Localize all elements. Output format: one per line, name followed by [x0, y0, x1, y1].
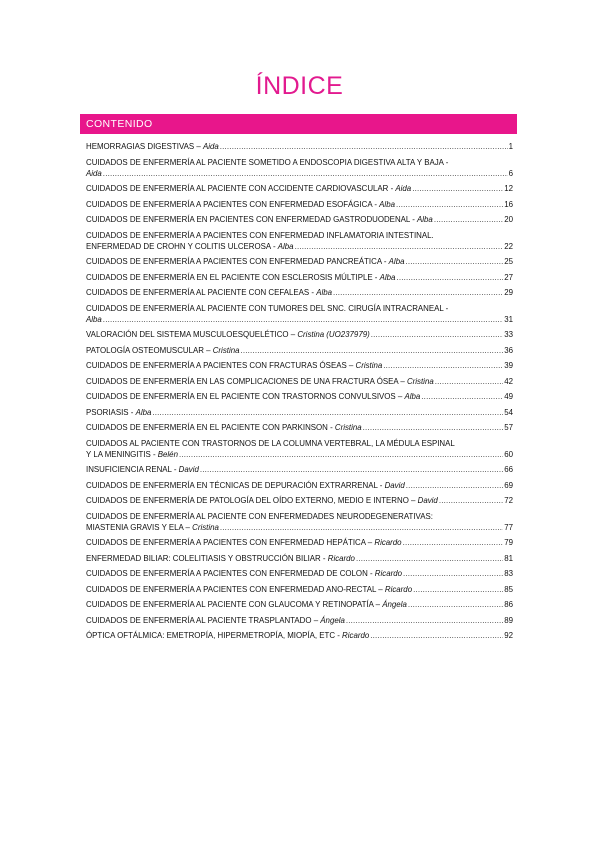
- toc-entry-row: [86, 214, 513, 225]
- toc-entry-separator: -: [320, 553, 328, 563]
- toc-entry-title: VALORACIÓN DEL SISTEMA MUSCULOESQUELÉTICO: [86, 330, 289, 339]
- toc-entry-title-line: CUIDADOS DE ENFERMERÍA AL PACIENTE CON TUMORES DEL SNC. CIRUGÍA INTRACRANEAL -: [86, 303, 449, 313]
- toc-entry-text: [86, 272, 395, 283]
- toc-entry-separator: -: [171, 465, 179, 474]
- toc-entry-page-number: 79: [504, 538, 513, 547]
- dot-leader: [383, 360, 503, 371]
- dot-leader: [220, 522, 503, 533]
- dot-leader: [346, 615, 503, 626]
- toc-entry-author: Cristina: [406, 376, 434, 386]
- toc-entry-row: [86, 168, 513, 179]
- toc-entry[interactable]: [80, 480, 517, 491]
- dot-leader: [179, 449, 503, 460]
- toc-entry-title: ÓPTICA OFTÁLMICA: EMETROPÍA, HIPERMETROPÍA, MIOPÍA, ETC: [86, 631, 336, 640]
- toc-entry-text: [86, 537, 402, 548]
- dot-leader: [405, 256, 503, 267]
- toc-entry-author: Alba: [316, 288, 332, 297]
- dot-leader: [396, 199, 503, 210]
- toc-entry[interactable]: [80, 360, 517, 371]
- toc-entry-separator: –: [288, 330, 298, 339]
- toc-entry-page-number: 54: [504, 407, 513, 417]
- toc-entry-row: [86, 314, 513, 325]
- toc-entry-separator: –: [203, 345, 213, 355]
- toc-entry-text: [86, 168, 102, 179]
- toc-entry-separator: –: [376, 584, 385, 594]
- toc-entry-title-line: CUIDADOS DE ENFERMERÍA AL PACIENTE CON ENFERMEDADES NEURODEGENERATIVAS:: [86, 511, 433, 521]
- toc-entry-separator: –: [194, 142, 203, 151]
- dot-leader: [413, 584, 503, 595]
- toc-entry-title: CUIDADOS DE ENFERMERÍA EN PACIENTES CON ENFERMEDAD GASTRODUODENAL: [86, 215, 410, 224]
- toc-entry-author: Alba: [388, 257, 405, 266]
- toc-entry-row: [86, 553, 513, 564]
- toc-entry-author: Ricardo: [374, 569, 402, 578]
- toc-entry[interactable]: [80, 376, 517, 387]
- toc-entry-row: [86, 272, 513, 283]
- toc-entry[interactable]: [80, 599, 517, 610]
- toc-entry-title: CUIDADOS DE ENFERMERÍA A PACIENTES CON ENFERMEDAD DE COLON: [86, 569, 368, 578]
- toc-entry[interactable]: [80, 272, 517, 283]
- dot-leader: [220, 141, 508, 152]
- toc-entry-row: [86, 199, 513, 210]
- toc-entry[interactable]: [80, 615, 517, 626]
- toc-entry-page-number: 49: [504, 392, 513, 401]
- toc-entry-row: [86, 256, 513, 267]
- toc-entry-author: Alba: [86, 314, 102, 324]
- toc-entry-page-number: 29: [504, 288, 513, 297]
- toc-entry-separator: -: [372, 272, 380, 282]
- toc-entry-row: [86, 630, 513, 641]
- toc-entry[interactable]: [80, 553, 517, 564]
- toc-entry-text: [86, 314, 102, 325]
- toc-entry-author: Ángela: [320, 615, 345, 625]
- toc-entry[interactable]: [80, 199, 517, 210]
- dot-leader: [408, 599, 503, 610]
- toc-entry[interactable]: [80, 568, 517, 579]
- toc-entry-text: [86, 599, 407, 610]
- toc-entry-author: Ángela: [382, 600, 407, 609]
- toc-entry-title: CUIDADOS DE ENFERMERÍA A PACIENTES CON ENFERMEDAD ANO-RECTAL: [86, 584, 377, 594]
- toc-entry-separator: -: [335, 631, 343, 640]
- toc-entry-title: HEMORRAGIAS DIGESTIVAS: [86, 142, 195, 151]
- toc-entry-text: [86, 422, 362, 433]
- dot-leader: [439, 495, 503, 506]
- toc-entry[interactable]: [80, 329, 517, 340]
- toc-entry-author: David: [178, 465, 199, 474]
- toc-entry-row: [86, 599, 513, 610]
- toc-entry-page-number: 86: [504, 600, 513, 609]
- toc-entry-author: Ricardo: [374, 538, 402, 547]
- toc-entry-page-number: 27: [504, 272, 513, 282]
- dot-leader: [403, 568, 503, 579]
- toc-entry-author: Alba: [379, 199, 395, 209]
- dot-leader: [103, 168, 508, 179]
- dot-leader: [333, 287, 503, 298]
- toc-entry-row: [86, 495, 513, 506]
- toc-entry-row: [86, 422, 513, 433]
- dot-leader: [200, 464, 503, 475]
- page-title: ÍNDICE: [255, 72, 344, 100]
- toc-entry-text: [86, 630, 369, 641]
- toc-entry-separator: –: [395, 392, 405, 401]
- toc-entry-text: [86, 360, 382, 371]
- dot-leader: [370, 630, 503, 641]
- toc-entry-title: CUIDADOS DE ENFERMERÍA A PACIENTES CON ENFERMEDAD PANCREÁTICA: [86, 257, 382, 266]
- toc-entry-text: [86, 287, 332, 298]
- toc-entry-text: [86, 199, 395, 210]
- toc-entry-page-number: 20: [504, 215, 513, 224]
- toc-entry-page-number: 72: [504, 496, 513, 505]
- toc-entry-author: Aida: [202, 142, 219, 151]
- toc-entry-row: [86, 537, 513, 548]
- dot-leader: [403, 537, 504, 548]
- toc-entry-row: [86, 360, 513, 371]
- toc-entry-page-number: 92: [504, 631, 513, 640]
- toc-entry-title: CUIDADOS DE ENFERMERÍA EN EL PACIENTE CON PARKINSON: [86, 423, 328, 432]
- toc-entry-text: [86, 568, 402, 579]
- dot-leader: [435, 376, 504, 387]
- toc-entry[interactable]: [80, 214, 517, 225]
- dot-leader: [363, 422, 504, 433]
- toc-entry-separator: -: [377, 480, 385, 490]
- toc-entry-page-number: 42: [504, 376, 513, 386]
- toc-entry-separator: -: [367, 569, 375, 578]
- toc-entry-title: CUIDADOS DE ENFERMERÍA AL PACIENTE TRASPLANTADO: [86, 615, 312, 625]
- toc-entry[interactable]: [80, 391, 517, 402]
- toc-list: [80, 141, 517, 641]
- toc-entry-title: CUIDADOS DE ENFERMERÍA A PACIENTES CON ENFERMEDAD ESOFÁGICA: [86, 199, 373, 209]
- toc-entry[interactable]: [80, 141, 517, 152]
- dot-leader: [152, 407, 503, 418]
- toc-entry-text: [86, 495, 438, 506]
- toc-entry-author: Aida: [395, 184, 412, 193]
- toc-entry-separator: –: [365, 538, 375, 547]
- toc-entry-row: [86, 522, 513, 533]
- toc-entry-title-line: CUIDADOS DE ENFERMERÍA A PACIENTES CON ENFERMEDAD INFLAMATORIA INTESTINAL.: [86, 230, 434, 240]
- toc-entry-page-number: 81: [504, 553, 513, 563]
- toc-entry-text: [86, 407, 151, 418]
- table-of-contents: [80, 114, 517, 646]
- toc-entry-page-number: 33: [504, 330, 513, 339]
- toc-entry-text: [86, 464, 199, 475]
- toc-entry-row: [86, 480, 513, 491]
- toc-entry-title: ENFERMEDAD DE CROHN Y COLITIS ULCEROSA: [86, 241, 271, 251]
- toc-entry-title: CUIDADOS DE ENFERMERÍA A PACIENTES CON ENFERMEDAD HEPÁTICA: [86, 538, 366, 547]
- toc-entry-author: Aida: [86, 168, 102, 178]
- toc-entry-separator: –: [373, 600, 383, 609]
- toc-entry-text: [86, 241, 294, 252]
- toc-entry-author: Cristina: [192, 522, 219, 532]
- toc-entry-row: [86, 183, 513, 194]
- toc-entry-title: CUIDADOS DE ENFERMERÍA DE PATOLOGÍA DEL OÍDO EXTERNO, MEDIO E INTERNO: [86, 496, 409, 505]
- toc-entry[interactable]: [80, 157, 517, 179]
- toc-entry-text: [86, 329, 370, 340]
- toc-entry-page-number: 12: [504, 184, 513, 193]
- toc-entry-separator: -: [327, 423, 335, 432]
- toc-entry-row: [86, 584, 513, 595]
- toc-entry-author: Alba: [277, 241, 294, 251]
- toc-entry-separator: –: [346, 361, 356, 370]
- toc-entry-title: PATOLOGÍA OSTEOMUSCULAR: [86, 345, 204, 355]
- toc-entry-separator: -: [309, 288, 317, 297]
- toc-entry[interactable]: [80, 464, 517, 475]
- dot-leader: [434, 214, 503, 225]
- toc-entry-separator: -: [381, 257, 389, 266]
- toc-entry-page-number: 6: [508, 168, 513, 178]
- toc-entry-page-number: 69: [504, 480, 513, 490]
- toc-entry-author: Alba: [135, 407, 152, 417]
- toc-entry-page-number: 36: [504, 345, 513, 355]
- dot-leader: [396, 272, 503, 283]
- toc-entry-page-number: 89: [504, 615, 513, 625]
- toc-entry-separator: -: [270, 241, 278, 251]
- toc-entry[interactable]: [80, 422, 517, 433]
- toc-entry-title: INSUFICIENCIA RENAL: [86, 465, 172, 474]
- toc-entry-page-number: 83: [504, 569, 513, 578]
- toc-entry-title: MIASTENIA GRAVIS Y ELA: [86, 522, 184, 532]
- dot-leader: [421, 391, 503, 402]
- toc-entry-title: CUIDADOS DE ENFERMERÍA EN LAS COMPLICACIONES DE UNA FRACTURA ÓSEA: [86, 376, 399, 386]
- toc-entry-row: [86, 407, 513, 418]
- toc-entry-separator: -: [410, 215, 418, 224]
- toc-entry-text: [86, 584, 412, 595]
- toc-entry[interactable]: [80, 630, 517, 641]
- toc-entry-separator: –: [398, 376, 407, 386]
- toc-entry[interactable]: [80, 537, 517, 548]
- toc-entry-text: [86, 214, 433, 225]
- toc-entry-author: Ricardo: [327, 553, 355, 563]
- toc-entry[interactable]: [80, 511, 517, 533]
- toc-entry[interactable]: [80, 183, 517, 194]
- toc-entry-page-number: 1: [508, 142, 513, 151]
- toc-entry[interactable]: [80, 303, 517, 325]
- dot-leader: [406, 480, 503, 491]
- toc-entry-text: [86, 553, 355, 564]
- toc-entry-text: [86, 141, 219, 152]
- toc-entry-separator: –: [311, 615, 321, 625]
- toc-entry-author: Cristina: [212, 345, 240, 355]
- toc-entry[interactable]: [80, 287, 517, 298]
- toc-entry-separator: -: [388, 184, 396, 193]
- toc-entry-title: CUIDADOS DE ENFERMERÍA EN EL PACIENTE CON TRASTORNOS CONVULSIVOS: [86, 392, 396, 401]
- toc-entry[interactable]: [80, 438, 517, 460]
- toc-entry-row: [86, 141, 513, 152]
- toc-entry[interactable]: [80, 345, 517, 356]
- toc-entry-row: [86, 329, 513, 340]
- toc-entry-text: [86, 615, 345, 626]
- toc-entry-separator: -: [150, 449, 158, 459]
- toc-entry-author: Alba: [417, 215, 433, 224]
- toc-entry-page-number: 77: [504, 522, 513, 532]
- toc-entry-page-number: 39: [504, 361, 513, 370]
- dot-leader: [371, 329, 503, 340]
- toc-entry-author: Alba: [404, 392, 421, 401]
- toc-entry-page-number: 57: [504, 423, 513, 432]
- toc-entry-title: CUIDADOS DE ENFERMERÍA AL PACIENTE CON CEFALEAS: [86, 288, 310, 297]
- toc-entry-text: [86, 449, 178, 460]
- toc-entry-author: David: [384, 480, 405, 490]
- dot-leader: [103, 314, 503, 325]
- toc-entry[interactable]: [80, 230, 517, 252]
- toc-entry-page-number: 31: [504, 314, 513, 324]
- toc-entry-author: David: [417, 496, 438, 505]
- toc-entry-author: Alba: [379, 272, 396, 282]
- toc-entry-text: [86, 345, 239, 356]
- toc-entry-title: CUIDADOS DE ENFERMERÍA AL PACIENTE CON ACCIDENTE CARDIOVASCULAR: [86, 184, 389, 193]
- toc-entry-row: [86, 241, 513, 252]
- dot-leader: [356, 553, 503, 564]
- toc-entry[interactable]: [80, 256, 517, 267]
- toc-entry[interactable]: [80, 407, 517, 418]
- toc-entry-page-number: 16: [504, 199, 513, 209]
- toc-entry-separator: -: [372, 199, 380, 209]
- toc-header: CONTENIDO: [80, 114, 517, 134]
- toc-entry-text: [86, 480, 405, 491]
- toc-entry-row: [86, 615, 513, 626]
- toc-entry-title: Y LA MENINGITIS: [86, 449, 151, 459]
- toc-entry[interactable]: [80, 584, 517, 595]
- toc-entry-page-number: 25: [504, 257, 513, 266]
- toc-entry-text: [86, 256, 404, 267]
- toc-entry-page-number: 66: [504, 465, 513, 474]
- toc-entry-row: [86, 464, 513, 475]
- toc-entry-title: ENFERMEDAD BILIAR: COLELITIASIS Y OBSTRUCCIÓN BILIAR: [86, 553, 321, 563]
- toc-entry-author: Ricardo: [342, 631, 370, 640]
- toc-entry-title-line: CUIDADOS DE ENFERMERÍA AL PACIENTE SOMETIDO A ENDOSCOPIA DIGESTIVA ALTA Y BAJA -: [86, 157, 449, 167]
- toc-entry-author: Cristina (UO237979): [297, 330, 370, 339]
- toc-entry-text: [86, 391, 420, 402]
- dot-leader: [240, 345, 503, 356]
- toc-entry-text: [86, 522, 219, 533]
- toc-entry-row: [86, 449, 513, 460]
- toc-entry-author: Cristina: [355, 361, 383, 370]
- toc-entry-title-line: CUIDADOS AL PACIENTE CON TRASTORNOS DE LA COLUMNA VERTEBRAL, LA MÉDULA ESPINAL: [86, 438, 455, 448]
- toc-entry-title: CUIDADOS DE ENFERMERÍA AL PACIENTE CON GLAUCOMA Y RETINOPATÍA: [86, 600, 374, 609]
- toc-entry-author: Ricardo: [384, 584, 413, 594]
- dot-leader: [412, 183, 503, 194]
- toc-entry-title: CUIDADOS DE ENFERMERÍA EN EL PACIENTE CON ESCLEROSIS MÚLTIPLE: [86, 272, 373, 282]
- toc-entry-separator: –: [408, 496, 418, 505]
- toc-entry-text: [86, 183, 411, 194]
- toc-entry-row: [86, 568, 513, 579]
- toc-entry-row: [86, 391, 513, 402]
- toc-entry-page-number: 85: [504, 584, 513, 594]
- dot-leader: [295, 241, 504, 252]
- toc-entry-page-number: 60: [504, 449, 513, 459]
- toc-entry-separator: –: [183, 522, 193, 532]
- toc-entry-author: Cristina: [334, 423, 362, 432]
- toc-entry-text: [86, 376, 434, 387]
- toc-entry-title: PSORIASIS: [86, 407, 129, 417]
- toc-entry[interactable]: [80, 495, 517, 506]
- toc-entry-title: CUIDADOS DE ENFERMERÍA A PACIENTES CON FRACTURAS ÓSEAS: [86, 361, 347, 370]
- toc-entry-separator: -: [128, 407, 136, 417]
- toc-entry-author: Belén: [157, 449, 178, 459]
- toc-entry-row: [86, 287, 513, 298]
- toc-entry-row: [86, 376, 513, 387]
- toc-entry-row: [86, 345, 513, 356]
- toc-entry-page-number: 22: [504, 241, 513, 251]
- toc-entry-title: CUIDADOS DE ENFERMERÍA EN TÉCNICAS DE DEPURACIÓN EXTRARRENAL: [86, 480, 378, 490]
